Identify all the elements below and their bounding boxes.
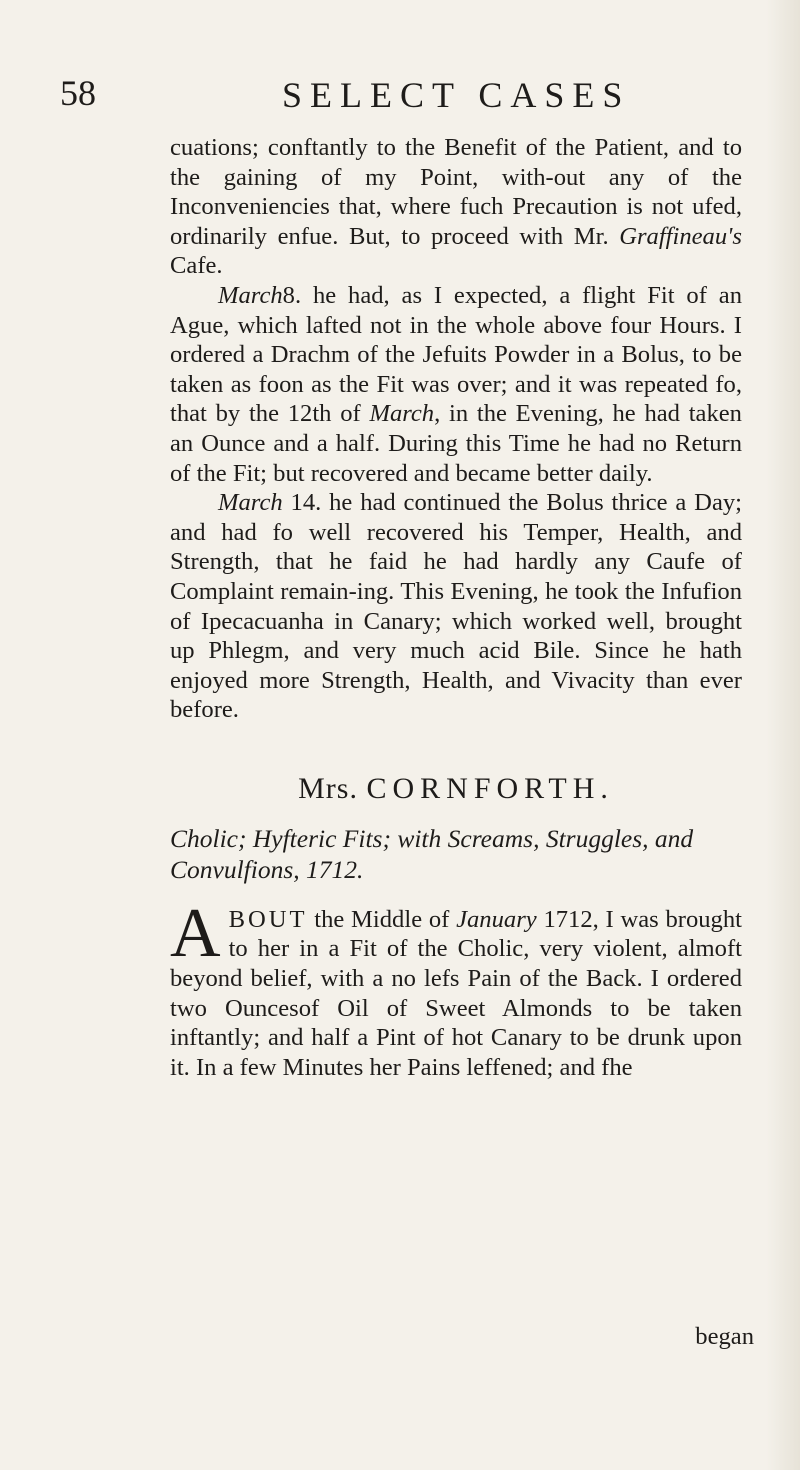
case-subtitle [170, 823, 742, 885]
opening-text-a: the Middle of [314, 905, 450, 933]
case-title-prefix: Mrs. [298, 771, 358, 805]
page-number: 58 [60, 73, 96, 113]
spacer [170, 885, 742, 905]
paragraph-continuation [170, 133, 742, 281]
case-subtitle-year: 1712. [306, 854, 364, 884]
paragraph-march-14 [170, 488, 742, 725]
date-march-14: March [218, 489, 283, 517]
p2-text-b: , in the Evening, he had taken an Ounce and a half. During this Time he had no Return of the Fit; but recovered and became better daily. [170, 400, 742, 487]
case-title [170, 769, 742, 809]
page-header [0, 72, 800, 132]
month-march: March [369, 400, 435, 428]
drop-cap: A [170, 894, 221, 972]
text-block [170, 133, 742, 1082]
first-word-rest: BOUT [228, 905, 308, 933]
p2-text-a: 8. he had, as I expected, a flight Fit of an Ague, which lafted not in the whole above four Hours. I ordered a Drachm of the Jefuits Powder in a Bolus, to be taken as foon as the Fit was over; and it was repeated fo, that by the 12th of [170, 281, 742, 428]
p3-text: 14. he had continued the Bolus thrice a Day; and had fo well recovered his Temper, Health, and Strength, that he faid he had hardly any Caufe of Complaint remain-ing. This Evening, he took the Infufion of Ipecacuanha in Canary; which worked well, brought up Phlegm, and very much acid Bile. Since he hath enjoyed more Strength, Health, and Vivacity than ever before. [170, 489, 742, 724]
paragraph-march-8 [170, 281, 742, 488]
spacer [170, 725, 742, 769]
month-january: January [456, 905, 537, 933]
date-march: March [218, 281, 283, 309]
p1-end: Cafe. [170, 252, 223, 280]
page-edge-shadow [766, 0, 800, 1470]
catchword: began [695, 1323, 754, 1350]
opening-text-b: 1712, I was brought to her in a Fit of the Cholic, very violent, almoft beyond belief, with a no lefs Pain of the Back. I ordered two Ouncesof Oil of Sweet Almonds to be taken inftantly; and half a Pint of hot Canary to be drunk upon it. In a few Minutes her Pains leffened; and fhe [170, 905, 742, 1081]
case-subtitle-italic: Cholic; Hyfteric Fits; with Screams, Struggles, and Convulfions, [170, 823, 694, 884]
patient-name: Graffineau's [619, 222, 742, 250]
case-title-name: CORNFORTH. [366, 771, 614, 805]
running-head: SELECT CASES [282, 75, 631, 115]
opening-paragraph [170, 894, 742, 1083]
p1-text: cuations; conftantly to the Benefit of the Patient, and to the gaining of my Point, with-out any of the Inconveniencies that, where fuch Precaution is not ufed, ordinarily enfue. But, to proceed with Mr. [170, 134, 742, 250]
